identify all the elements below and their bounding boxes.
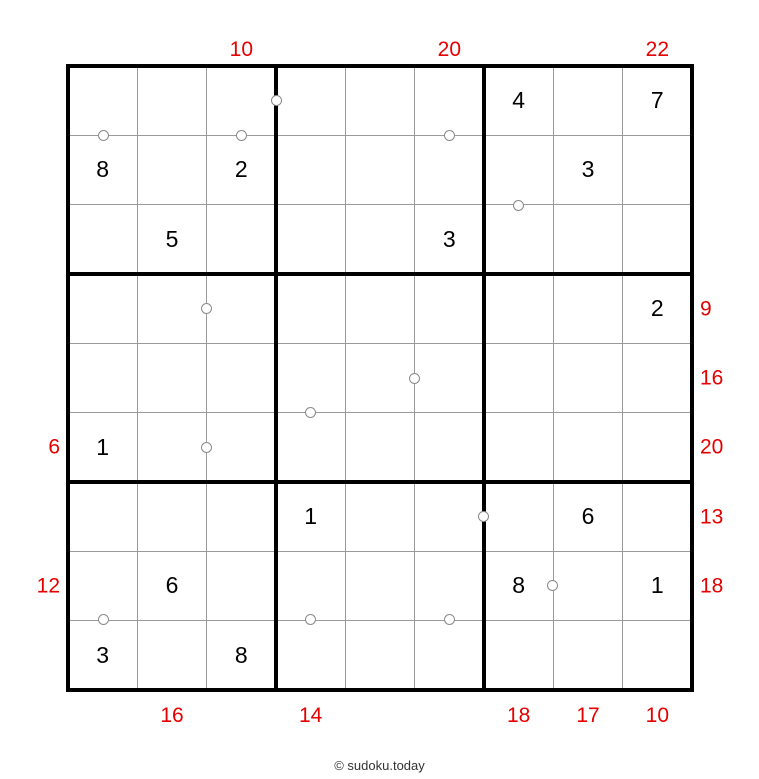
- given-value: 3: [96, 641, 110, 668]
- sum-clue-right-row8: 18: [700, 574, 724, 598]
- sudoku-cell-r7c6[interactable]: [415, 482, 484, 551]
- sudoku-cell-r6c7[interactable]: [484, 413, 553, 482]
- grid-line-vertical: [345, 66, 347, 690]
- sudoku-cell-r6c6[interactable]: [415, 413, 484, 482]
- sudoku-cell-r9c2[interactable]: [137, 621, 206, 690]
- sudoku-cell-r2c8[interactable]: [553, 135, 622, 204]
- white-dot-r8c1-r9c1[interactable]: [98, 614, 109, 625]
- sudoku-cell-r1c3[interactable]: [207, 66, 276, 135]
- box-line-horizontal: [66, 64, 694, 68]
- sudoku-cell-r2c9[interactable]: [623, 135, 692, 204]
- sudoku-cell-r5c4[interactable]: [276, 343, 345, 412]
- grid-line-vertical: [206, 66, 208, 690]
- sudoku-cell-r7c4[interactable]: [276, 482, 345, 551]
- sudoku-cell-r5c1[interactable]: [68, 343, 137, 412]
- sum-clue-bottom-col7: 18: [506, 704, 531, 727]
- sudoku-cell-r3c6[interactable]: [415, 205, 484, 274]
- grid-line-horizontal: [68, 204, 692, 206]
- white-dot-r2c7-r3c7[interactable]: [513, 200, 524, 211]
- sudoku-cell-r8c5[interactable]: [345, 551, 414, 620]
- sudoku-cell-r9c7[interactable]: [484, 621, 553, 690]
- sudoku-cell-r3c8[interactable]: [553, 205, 622, 274]
- sum-clue-left-row6: 6: [48, 435, 60, 459]
- given-value: 8: [234, 641, 248, 668]
- sudoku-cell-r4c9[interactable]: [623, 274, 692, 343]
- sudoku-cell-r7c9[interactable]: [623, 482, 692, 551]
- sudoku-cell-r7c2[interactable]: [137, 482, 206, 551]
- box-line-vertical: [274, 64, 278, 692]
- given-value: 6: [581, 503, 595, 530]
- sum-clue-right-row5: 16: [700, 366, 724, 390]
- white-dot-r1c6-r2c6[interactable]: [444, 130, 455, 141]
- sudoku-cell-r9c3[interactable]: [207, 621, 276, 690]
- grid-line-horizontal: [68, 343, 692, 345]
- sudoku-cell-r9c6[interactable]: [415, 621, 484, 690]
- given-value: 1: [304, 503, 318, 530]
- sudoku-cell-r5c9[interactable]: [623, 343, 692, 412]
- sudoku-cell-r2c1[interactable]: [68, 135, 137, 204]
- sudoku-cell-r8c1[interactable]: [68, 551, 137, 620]
- sum-clue-top-col9: 22: [645, 38, 670, 61]
- sudoku-cell-r9c8[interactable]: [553, 621, 622, 690]
- sudoku-cell-r6c4[interactable]: [276, 413, 345, 482]
- sudoku-cell-r9c1[interactable]: [68, 621, 137, 690]
- sudoku-cell-r8c9[interactable]: [623, 551, 692, 620]
- sudoku-cell-r4c1[interactable]: [68, 274, 137, 343]
- grid-line-horizontal: [68, 135, 692, 137]
- sudoku-cell-r8c8[interactable]: [553, 551, 622, 620]
- white-dot-r8c4-r9c4[interactable]: [305, 614, 316, 625]
- sudoku-cell-r1c8[interactable]: [553, 66, 622, 135]
- sudoku-cell-r1c4[interactable]: [276, 66, 345, 135]
- sudoku-cell-r4c6[interactable]: [415, 274, 484, 343]
- grid-line-vertical: [137, 66, 139, 690]
- sudoku-cell-r3c2[interactable]: [137, 205, 206, 274]
- sudoku-cell-r2c2[interactable]: [137, 135, 206, 204]
- sudoku-cell-r4c4[interactable]: [276, 274, 345, 343]
- grid-line-vertical: [622, 66, 624, 690]
- given-value: 2: [650, 295, 664, 322]
- sudoku-cell-r6c3[interactable]: [207, 413, 276, 482]
- given-value: 3: [442, 225, 456, 252]
- sudoku-cell-r8c4[interactable]: [276, 551, 345, 620]
- sudoku-cell-r7c1[interactable]: [68, 482, 137, 551]
- sudoku-cell-r9c9[interactable]: [623, 621, 692, 690]
- sudoku-cell-r3c3[interactable]: [207, 205, 276, 274]
- given-value: 1: [96, 433, 110, 460]
- sudoku-cell-r2c6[interactable]: [415, 135, 484, 204]
- box-line-vertical: [66, 64, 70, 692]
- sudoku-cell-r1c1[interactable]: [68, 66, 137, 135]
- box-line-horizontal: [66, 272, 694, 276]
- sudoku-cell-r1c6[interactable]: [415, 66, 484, 135]
- white-dot-r1c3-r1c4-vertical[interactable]: [271, 95, 282, 106]
- box-line-vertical: [690, 64, 694, 692]
- box-line-vertical: [482, 64, 486, 692]
- sudoku-board[interactable]: [68, 66, 692, 690]
- sudoku-cell-r2c4[interactable]: [276, 135, 345, 204]
- white-dot-r6c2-r6c3[interactable]: [201, 442, 212, 453]
- white-dot-r5c5-r5c6[interactable]: [409, 373, 420, 384]
- sudoku-cell-r1c7[interactable]: [484, 66, 553, 135]
- box-line-horizontal: [66, 480, 694, 484]
- sudoku-cell-r6c5[interactable]: [345, 413, 414, 482]
- white-dot-r8c6-r9c6[interactable]: [444, 614, 455, 625]
- sudoku-cell-r4c3[interactable]: [207, 274, 276, 343]
- sum-clue-right-row7: 13: [700, 505, 724, 529]
- white-dot-r7c6-r7c7[interactable]: [478, 511, 489, 522]
- sudoku-cell-r4c7[interactable]: [484, 274, 553, 343]
- sudoku-cell-r7c3[interactable]: [207, 482, 276, 551]
- sum-clue-top-col3: 10: [229, 38, 254, 61]
- footer-credit: © sudoku.today: [334, 758, 425, 773]
- sudoku-cell-r6c2[interactable]: [137, 413, 206, 482]
- sudoku-cell-r8c2[interactable]: [137, 551, 206, 620]
- sudoku-cell-r3c1[interactable]: [68, 205, 137, 274]
- sudoku-cell-r3c9[interactable]: [623, 205, 692, 274]
- given-value: 8: [96, 156, 110, 183]
- sudoku-cell-r2c3[interactable]: [207, 135, 276, 204]
- grid-line-horizontal: [68, 620, 692, 622]
- sudoku-cell-r6c8[interactable]: [553, 413, 622, 482]
- sum-clue-right-row6: 20: [700, 435, 724, 459]
- box-line-horizontal: [66, 688, 694, 692]
- sudoku-cell-r1c2[interactable]: [137, 66, 206, 135]
- sudoku-cell-r8c3[interactable]: [207, 551, 276, 620]
- given-value: 6: [165, 572, 179, 599]
- sudoku-cell-r5c8[interactable]: [553, 343, 622, 412]
- grid-line-horizontal: [68, 551, 692, 553]
- white-dot-r8c7-r8c8[interactable]: [547, 580, 558, 591]
- sudoku-cell-r4c8[interactable]: [553, 274, 622, 343]
- sudoku-cell-r3c4[interactable]: [276, 205, 345, 274]
- sum-clue-bottom-col8: 17: [576, 704, 600, 727]
- sudoku-cell-r7c7[interactable]: [484, 482, 553, 551]
- sum-clue-bottom-col4: 14: [298, 704, 323, 727]
- white-dot-r1c3-r2c3[interactable]: [236, 130, 247, 141]
- given-value: 5: [165, 225, 179, 252]
- sudoku-cell-r9c5[interactable]: [345, 621, 414, 690]
- given-value: 8: [512, 572, 526, 599]
- sudoku-cell-r6c9[interactable]: [623, 413, 692, 482]
- sudoku-cell-r4c2[interactable]: [137, 274, 206, 343]
- sudoku-cell-r7c5[interactable]: [345, 482, 414, 551]
- grid-line-horizontal: [68, 412, 692, 414]
- sudoku-cell-r5c3[interactable]: [207, 343, 276, 412]
- white-dot-r4c2-r4c3[interactable]: [201, 303, 212, 314]
- sudoku-cell-r6c1[interactable]: [68, 413, 137, 482]
- sudoku-cell-r2c5[interactable]: [345, 135, 414, 204]
- sudoku-cell-r4c5[interactable]: [345, 274, 414, 343]
- sudoku-cell-r7c8[interactable]: [553, 482, 622, 551]
- sum-clue-bottom-col9: 10: [645, 704, 670, 727]
- sudoku-cell-r5c5[interactable]: [345, 343, 414, 412]
- sum-clue-left-row8: 12: [36, 574, 60, 598]
- sudoku-cell-r1c9[interactable]: [623, 66, 692, 135]
- sudoku-cell-r3c5[interactable]: [345, 205, 414, 274]
- white-dot-r1c1-r2c1[interactable]: [98, 130, 109, 141]
- sudoku-cell-r8c7[interactable]: [484, 551, 553, 620]
- given-value: 7: [650, 87, 664, 114]
- sudoku-cell-r3c7[interactable]: [484, 205, 553, 274]
- sudoku-cell-r2c7[interactable]: [484, 135, 553, 204]
- sudoku-cell-r8c6[interactable]: [415, 551, 484, 620]
- sudoku-cell-r5c7[interactable]: [484, 343, 553, 412]
- given-value: 1: [650, 572, 664, 599]
- sum-clue-top-col6: 20: [437, 38, 462, 61]
- sudoku-cell-r5c6[interactable]: [415, 343, 484, 412]
- sum-clue-right-row4: 9: [700, 297, 712, 321]
- white-dot-r5c4-r6c4[interactable]: [305, 407, 316, 418]
- sudoku-cell-r1c5[interactable]: [345, 66, 414, 135]
- given-value: 3: [581, 156, 595, 183]
- grid-line-vertical: [553, 66, 555, 690]
- sum-clue-bottom-col2: 16: [160, 704, 184, 727]
- given-value: 4: [512, 87, 526, 114]
- sudoku-cell-r9c4[interactable]: [276, 621, 345, 690]
- sudoku-cell-r5c2[interactable]: [137, 343, 206, 412]
- given-value: 2: [234, 156, 248, 183]
